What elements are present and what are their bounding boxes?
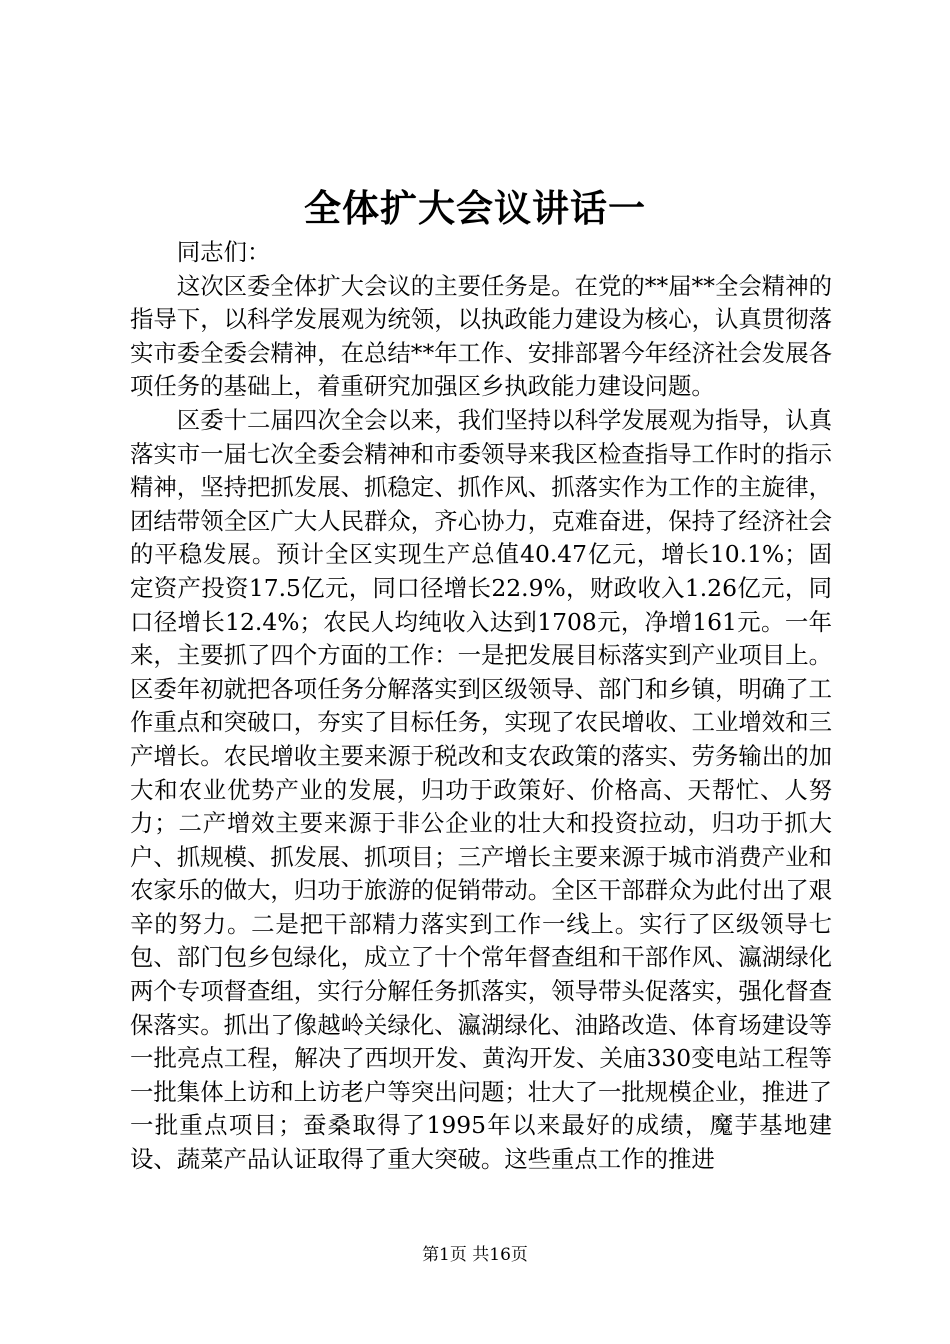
paragraph-2: 区委十二届四次全会以来，我们坚持以科学发展观为指导，认真落实市一届七次全委会精神和市委领导来我区检查指导工作时的指示精神，坚持把抓发展、抓稳定、抓作风、抓落实作为工作的主旋律，团结带领全区广大人民群众，齐心协力，克难奋进，保持了经济社会的平稳发展。预计全区实现生产总值40.47亿元，增长10.1%；固定资产投资17.5亿元，同口径增长22.9%，财政收入1.26亿元，同口径增长12.4%；农民人均纯收入达到1708元，净增161元。一年来，主要抓了四个方面的工作：一是把发展目标落实到产业项目上。区委年初就把各项任务分解落实到区级领导、部门和乡镇，明确了工作重点和突破口，夯实了目标任务，实现了农民增收、工业增效和三产增长。农民增收主要来源于税改和支农政策的落实、劳务输出的加大和农业优势产业的发展，归功于政策好、价格高、天帮忙、人努力；二产增效主要来源于非公企业的壮大和投资拉动，归功于抓大户、抓规模、抓发展、抓项目；三产增长主要来源于城市消费产业和农家乐的做大，归功于旅游的促销带动。全区干部群众为此付出了艰辛的努力。二是把干部精力落实到工作一线上。实行了区级领导七包、部门包乡包绿化，成立了十个常年督查组和干部作风、瀛湖绿化两个专项督查组，实行分解任务抓落实，领导带头促落实，强化督查保落实。抓出了像越岭关绿化、瀛湖绿化、油路改造、体育场建设等一批亮点工程，解决了西坝开发、黄沟开发、关庙330变电站工程等一批集体上访和上访老户等突出问题；壮大了一批规模企业，推进了一批重点项目；蚕桑取得了1995年以来最好的成绩，魔芋基地建设、蔬菜产品认证取得了重大突破。这些重点工作的推进 — [130, 405, 832, 1174]
salutation: 同志们： — [176, 238, 271, 266]
page-number-footer: 第1页 共16页 — [422, 1245, 528, 1265]
paragraph-1: 这次区委全体扩大会议的主要任务是。在党的**届**全会精神的指导下，以科学发展观为统领，以执政能力建设为核心，认真贯彻落实市委全委会精神，在总结**年工作、安排部署今年经济社会发展各项任务的基础上，着重研究加强区乡执政能力建设问题。 — [130, 271, 832, 401]
document-body — [130, 236, 832, 1177]
document-title: 全体扩大会议讲话一 — [304, 186, 646, 230]
